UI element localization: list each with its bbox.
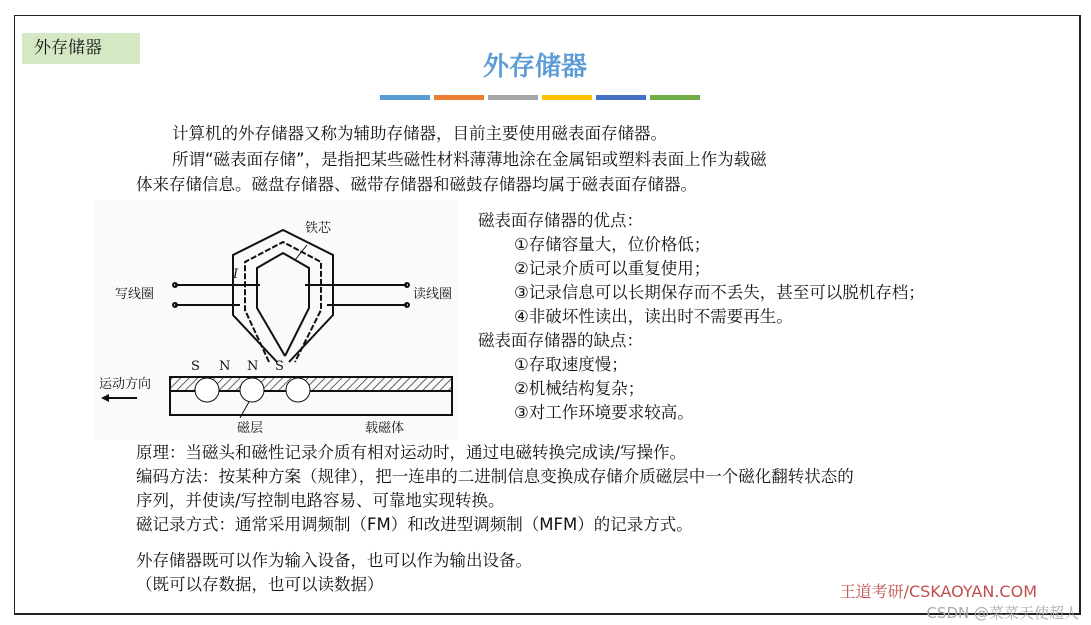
label-write-coil: 写线圈 xyxy=(115,287,155,302)
section-tag: 外存储器 xyxy=(22,33,140,64)
pole: S xyxy=(191,359,200,374)
disadvantages-title: 磁表面存储器的缺点： xyxy=(478,331,643,350)
footer-line: （既可以存数据，也可以读数据） xyxy=(136,575,384,594)
pole: S xyxy=(275,359,284,374)
slide-title: 外存储器 xyxy=(482,52,587,82)
color-bars xyxy=(380,95,700,100)
body-line: 编码方法：按某种方案（规律），把一连串的二进制信息变换成存储介质磁层中一个磁化翻转状态的 xyxy=(136,467,854,486)
pole: N xyxy=(219,359,231,374)
watermark-text: 王道考研/CSKAOYAN.COM xyxy=(839,582,1037,601)
label-current: I xyxy=(233,267,239,282)
color-bar xyxy=(380,95,430,100)
color-bar xyxy=(434,95,484,100)
label-layer: 磁层 xyxy=(237,421,264,436)
label-direction: 运动方向 xyxy=(99,377,152,392)
label-carrier: 载磁体 xyxy=(365,421,405,436)
body-line: 原理：当磁头和磁性记录介质有相对运动时，通过电磁转换完成读/写操作。 xyxy=(136,443,687,462)
body-line: 磁记录方式：通常采用调频制（FM）和改进型调频制（MFM）的记录方式。 xyxy=(136,515,693,534)
intro-line: 所谓“磁表面存储”，是指把某些磁性材料薄薄地涂在金属铝或塑料表面上作为载磁 xyxy=(172,150,767,169)
pole: N xyxy=(247,359,259,374)
body-line: 序列，并使读/写控制电路容易、可靠地实现转换。 xyxy=(136,491,505,510)
advantage-item: ④非破坏性读出，读出时不需要再生。 xyxy=(514,307,793,326)
advantage-item: ②记录介质可以重复使用； xyxy=(514,259,711,278)
disadvantage-item: ③对工作环境要求较高。 xyxy=(514,403,694,422)
footer-line: 外存储器既可以作为输入设备，也可以作为输出设备。 xyxy=(136,551,532,570)
color-bar xyxy=(596,95,646,100)
csdn-watermark: CSDN @菜菜天使超人 xyxy=(926,604,1079,622)
advantage-item: ①存储容量大，位价格低； xyxy=(514,235,711,254)
label-read-coil: 读线圈 xyxy=(413,287,453,302)
color-bar xyxy=(650,95,700,100)
disadvantage-item: ②机械结构复杂； xyxy=(514,379,645,398)
magnetic-head-diagram xyxy=(95,200,457,440)
intro-line: 计算机的外存储器又称为辅助存储器，目前主要使用磁表面存储器。 xyxy=(172,124,667,143)
color-bar xyxy=(542,95,592,100)
label-core: 铁芯 xyxy=(305,221,332,236)
color-bar xyxy=(488,95,538,100)
disadvantage-item: ①存取速度慢； xyxy=(514,355,628,374)
intro-line: 体来存储信息。磁盘存储器、磁带存储器和磁鼓存储器均属于磁表面存储器。 xyxy=(136,175,697,194)
advantage-item: ③记录信息可以长期保存而不丢失，甚至可以脱机存档； xyxy=(514,283,925,302)
advantages-title: 磁表面存储器的优点： xyxy=(478,211,643,230)
